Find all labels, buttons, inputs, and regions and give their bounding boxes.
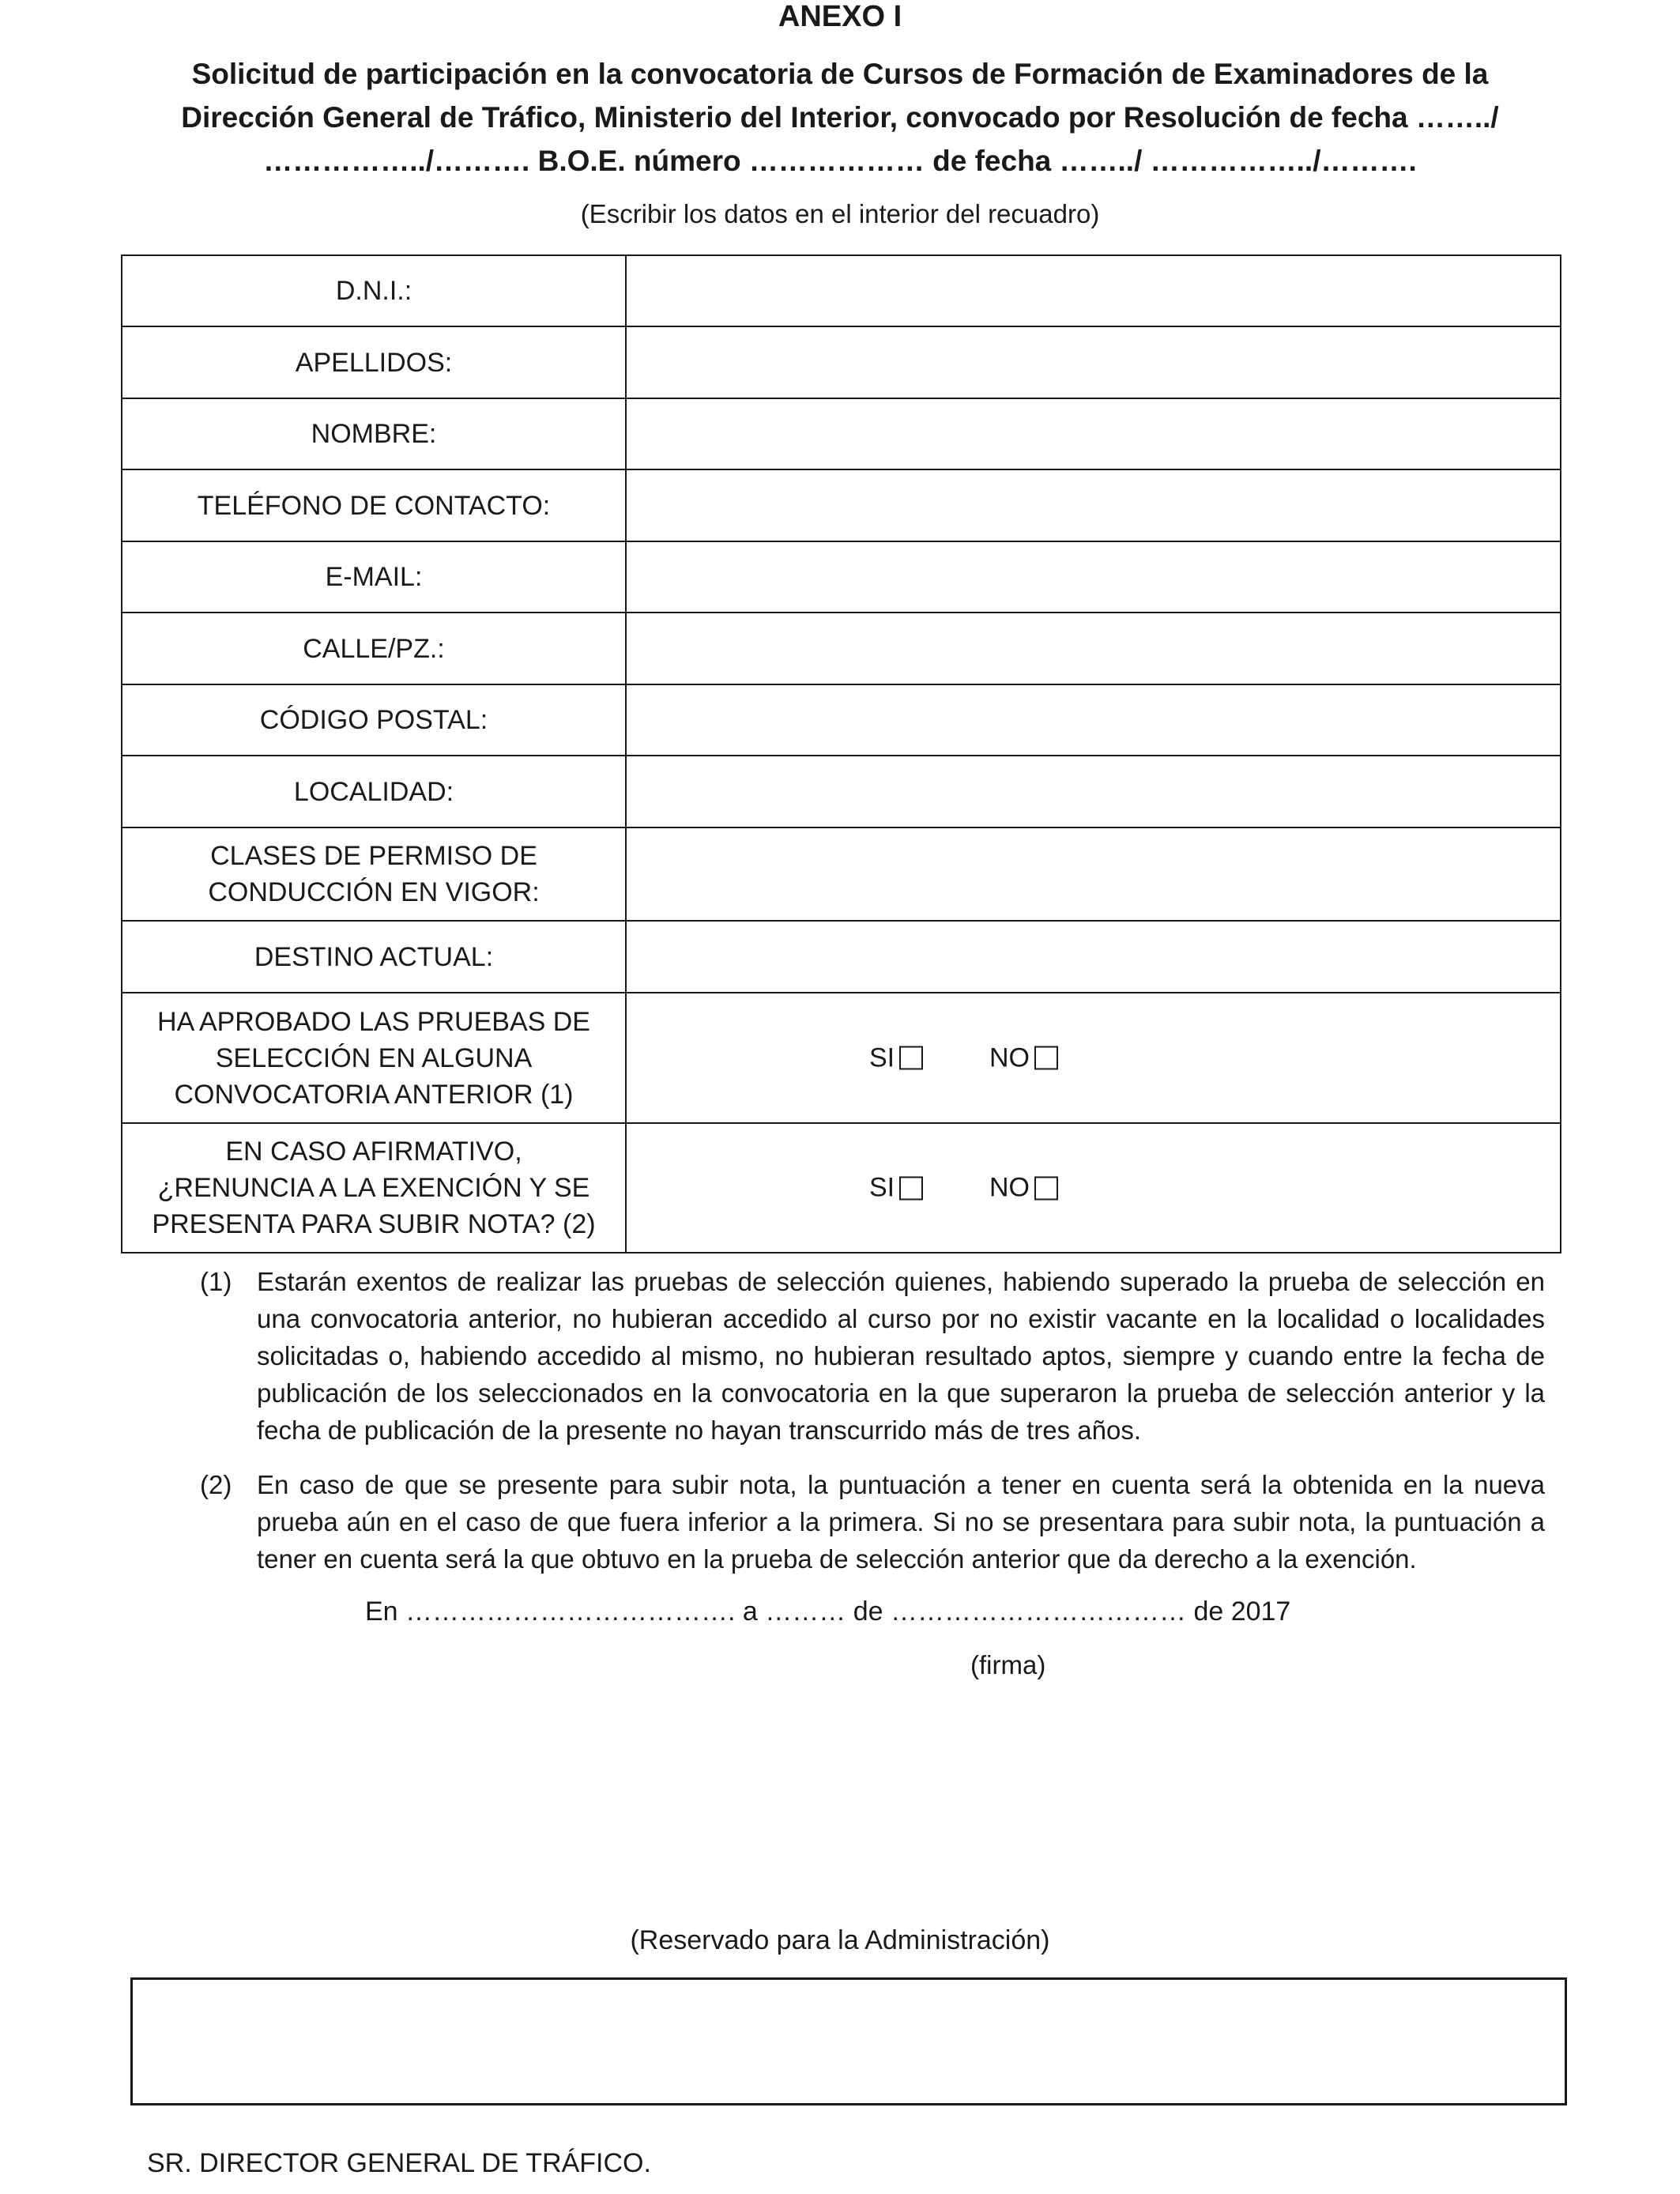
form-row-question1 bbox=[122, 993, 1561, 1123]
localidad-label: LOCALIDAD: bbox=[122, 756, 626, 827]
subtitle-line: Solicitud de participación en la convocatoria de Cursos de Formación de Examinadores de la bbox=[191, 58, 1489, 90]
permiso-label-line: CLASES DE PERMISO DE bbox=[210, 841, 537, 871]
form-row-telefono bbox=[122, 469, 1561, 541]
question1-label-line: HA APROBADO LAS PRUEBAS DE bbox=[157, 1006, 590, 1037]
localidad-field[interactable] bbox=[626, 756, 1561, 827]
admin-reserved-box bbox=[130, 1977, 1567, 2105]
form-row-apellidos bbox=[122, 326, 1561, 398]
question2-label-line: ¿RENUNCIA A LA EXENCIÓN Y SE bbox=[157, 1173, 590, 1203]
telefono-field[interactable] bbox=[626, 469, 1561, 541]
question1-yes-option[interactable] bbox=[869, 1042, 923, 1073]
question1-yes-checkbox[interactable] bbox=[899, 1046, 923, 1070]
nombre-field[interactable] bbox=[626, 398, 1561, 469]
form-row-permiso bbox=[122, 827, 1561, 921]
footnote-number: (1) bbox=[200, 1267, 232, 1296]
codigo-postal-field[interactable] bbox=[626, 684, 1561, 756]
form-row-nombre bbox=[122, 398, 1561, 469]
footnote-2 bbox=[202, 1466, 1545, 1578]
footnote-text: En caso de que se presente para subir nota, la puntuación a tener en cuenta será la obtenida en la nueva prueba aún en el caso de que fuera inferior a la primera. Si no se presentara para subir nota, la puntuación a tener en cuenta será la que obtuvo en la prueba de selección anterior que da derecho a la exención. bbox=[257, 1470, 1545, 1574]
subtitle-line: ……………../………. B.O.E. número ……………… de fecha ……../ ……………../………. bbox=[263, 145, 1417, 177]
question2-no-option[interactable] bbox=[989, 1173, 1058, 1204]
dni-label: D.N.I.: bbox=[122, 255, 626, 326]
form-instruction: (Escribir los datos en el interior del recuadro) bbox=[580, 199, 1100, 228]
signature-label: (firma) bbox=[970, 1650, 1046, 1679]
calle-label: CALLE/PZ.: bbox=[122, 613, 626, 684]
email-label: E-MAIL: bbox=[122, 541, 626, 613]
question1-no-checkbox[interactable] bbox=[1034, 1046, 1058, 1070]
permiso-label-line: CONDUCCIÓN EN VIGOR: bbox=[208, 877, 540, 907]
question1-yes-label: SI bbox=[869, 1042, 895, 1072]
question1-label-line: CONVOCATORIA ANTERIOR (1) bbox=[174, 1079, 574, 1110]
place-date-line: En ………………………………. a ……… de …………………………… de 2017 bbox=[365, 1596, 1291, 1627]
question1-label-line: SELECCIÓN EN ALGUNA bbox=[215, 1042, 533, 1073]
addressee: SR. DIRECTOR GENERAL DE TRÁFICO. bbox=[147, 2148, 651, 2178]
question2-label bbox=[122, 1123, 626, 1253]
codigo-postal-label: CÓDIGO POSTAL: bbox=[122, 684, 626, 756]
question2-no-label: NO bbox=[989, 1172, 1030, 1203]
nombre-label: NOMBRE: bbox=[122, 398, 626, 469]
question2-options bbox=[626, 1123, 1561, 1253]
apellidos-label: APELLIDOS: bbox=[122, 326, 626, 398]
question2-no-checkbox[interactable] bbox=[1034, 1176, 1058, 1200]
email-field[interactable] bbox=[626, 541, 1561, 613]
calle-field[interactable] bbox=[626, 613, 1561, 684]
subtitle-line: Dirección General de Tráfico, Ministerio del Interior, convocado por Resolución de fecha ……../ bbox=[181, 101, 1499, 134]
admin-reserved-label: (Reservado para la Administración) bbox=[630, 1925, 1050, 1955]
question2-yes-label: SI bbox=[869, 1172, 895, 1203]
question1-label bbox=[122, 993, 626, 1123]
question2-yes-option[interactable] bbox=[869, 1173, 923, 1204]
form-row-email bbox=[122, 541, 1561, 613]
footnote-text: Estarán exentos de realizar las pruebas de selección quienes, habiendo superado la prueba de selección en una convocatoria anterior, no hubieran accedido al curso por no existir vacante en la localidad o localidades solicitadas o, habiendo accedido al mismo, no hubieran resultado aptos, siempre y cuando entre la fecha de publicación de los seleccionados en la convocatoria en la que superaron la prueba de selección anterior y la fecha de publicación de la presente no hayan transcurrido más de tres años. bbox=[257, 1267, 1545, 1445]
form-row-dni bbox=[122, 255, 1561, 326]
form-row-calle bbox=[122, 613, 1561, 684]
application-form-table bbox=[121, 254, 1561, 1253]
question1-no-option[interactable] bbox=[989, 1042, 1058, 1073]
telefono-label: TELÉFONO DE CONTACTO: bbox=[122, 469, 626, 541]
destino-field[interactable] bbox=[626, 921, 1561, 993]
form-row-localidad bbox=[122, 756, 1561, 827]
form-row-question2 bbox=[122, 1123, 1561, 1253]
dni-field[interactable] bbox=[626, 255, 1561, 326]
apellidos-field[interactable] bbox=[626, 326, 1561, 398]
form-row-destino bbox=[122, 921, 1561, 993]
document-subtitle bbox=[134, 52, 1546, 183]
question2-yes-checkbox[interactable] bbox=[899, 1176, 923, 1200]
document-title: ANEXO I bbox=[778, 0, 902, 33]
form-row-codigo-postal bbox=[122, 684, 1561, 756]
permiso-label bbox=[122, 827, 626, 921]
question2-label-line: EN CASO AFIRMATIVO, bbox=[225, 1137, 522, 1167]
permiso-field[interactable] bbox=[626, 827, 1561, 921]
footnote-1 bbox=[202, 1263, 1545, 1449]
destino-label: DESTINO ACTUAL: bbox=[122, 921, 626, 993]
question1-options bbox=[626, 993, 1561, 1123]
question2-label-line: PRESENTA PARA SUBIR NOTA? (2) bbox=[152, 1209, 596, 1239]
footnote-number: (2) bbox=[200, 1470, 232, 1499]
question1-no-label: NO bbox=[989, 1042, 1030, 1072]
